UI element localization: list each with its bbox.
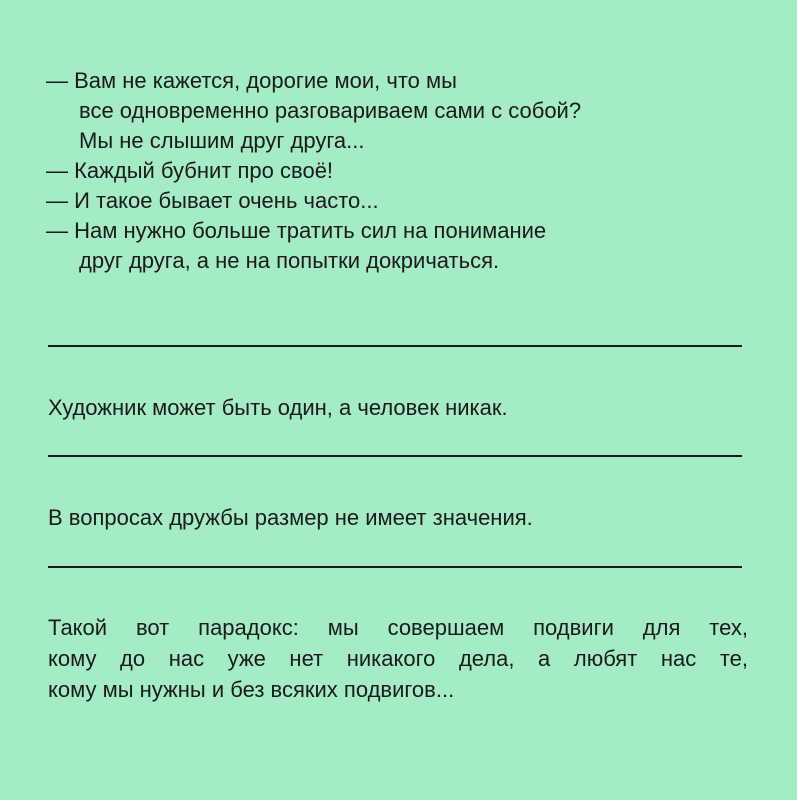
dialogue-line: — Каждый бубнит про своё!	[46, 158, 334, 183]
quote-artist: Художник может быть один, а человек никак.	[48, 395, 508, 420]
divider-line	[48, 566, 742, 568]
dialogue-line: друг друга, а не на попытки докричаться.	[79, 248, 500, 273]
dialogue-line: — И такое бывает очень часто...	[46, 188, 379, 213]
dialogue-line: Мы не слышим друг друга...	[79, 128, 365, 153]
paradox-line: кому до нас уже нет никакого дела, а любят нас те,	[48, 646, 748, 671]
paradox-line: кому мы нужны и без всяких подвигов...	[48, 677, 455, 702]
dialogue-line: — Нам нужно больше тратить сил на понимание	[46, 218, 547, 243]
dialogue-line: — Вам не кажется, дорогие мои, что мы	[46, 68, 457, 93]
divider-line	[48, 345, 742, 347]
quote-paradox	[48, 612, 748, 705]
quote-friendship: В вопросах дружбы размер не имеет значения.	[48, 505, 533, 530]
paradox-line: Такой вот парадокс: мы совершаем подвиги для тех,	[48, 615, 748, 640]
divider-line	[48, 455, 742, 457]
dialogue-block	[46, 66, 746, 276]
dialogue-line: все одновременно разговариваем сами с собой?	[79, 98, 582, 123]
